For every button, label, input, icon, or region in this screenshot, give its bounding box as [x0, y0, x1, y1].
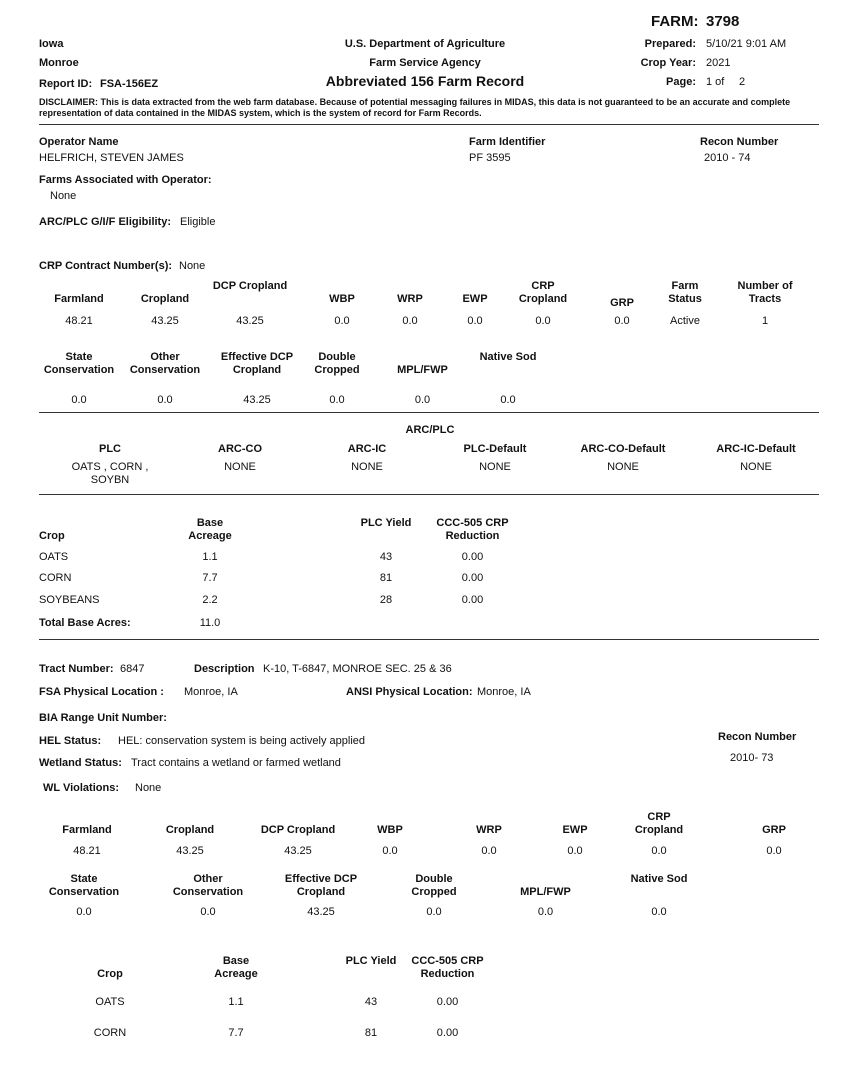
- cell-value: 0.0: [402, 315, 418, 327]
- cell-value: 48.21: [73, 845, 101, 857]
- tract-number: 6847: [120, 663, 145, 675]
- cell-value: NONE: [479, 461, 511, 473]
- base-acreage: 7.7: [228, 1027, 244, 1039]
- divider: [39, 494, 819, 495]
- cell-value: 43.25: [284, 845, 312, 857]
- col-header: ARC-CO-Default: [580, 443, 666, 455]
- col-header: Farmland: [54, 293, 104, 305]
- col-header: GRP: [610, 297, 634, 309]
- crop-name: OATS: [39, 551, 69, 563]
- farm-number: 3798: [706, 13, 740, 30]
- col-header: Number of Tracts: [737, 280, 793, 305]
- crp-contract-label: CRP Contract Number(s):: [39, 260, 173, 272]
- farms-associated-value: None: [50, 190, 77, 202]
- total-base-acres-label: Total Base Acres:: [39, 617, 131, 629]
- col-header: Base Acreage: [214, 955, 258, 980]
- col-header: WRP: [397, 293, 423, 305]
- bia-range-label: BIA Range Unit Number:: [39, 712, 167, 724]
- plc-yield: 81: [379, 572, 393, 584]
- prepared-label: Prepared:: [644, 38, 696, 50]
- cell-value: 0.0: [329, 394, 345, 406]
- cell-value: Active: [670, 315, 700, 327]
- col-header: State Conservation: [48, 873, 120, 898]
- cell-value: 0.0: [500, 394, 516, 406]
- farms-associated-label: Farms Associated with Operator:: [39, 174, 212, 186]
- cell-value: 43.25: [307, 906, 335, 918]
- cell-value: 0.0: [157, 394, 173, 406]
- col-header: GRP: [762, 824, 786, 836]
- farm-label: FARM:: [651, 13, 699, 30]
- cell-value: 0.0: [71, 394, 87, 406]
- cell-value: NONE: [351, 461, 383, 473]
- page-label: Page:: [666, 76, 696, 88]
- cell-value: 0.0: [414, 394, 431, 406]
- col-header: PLC-Default: [463, 443, 527, 455]
- arcplc-eligibility-value: Eligible: [180, 216, 216, 228]
- col-header: DCP Cropland: [260, 824, 336, 836]
- crop-name: CORN: [93, 1027, 127, 1039]
- cell-value: 43.25: [151, 315, 179, 327]
- crp-reduction: 0.00: [461, 551, 484, 563]
- col-header: ARC-IC: [347, 443, 387, 455]
- fsa-location-label: FSA Physical Location :: [39, 686, 164, 698]
- col-header: CCC-505 CRP Reduction: [411, 955, 484, 980]
- hel-status: HEL: conservation system is being actively applied: [118, 735, 366, 747]
- prepared-date: 5/10/21 9:01 AM: [706, 38, 787, 50]
- col-header: CCC-505 CRP Reduction: [436, 517, 509, 542]
- cell-value: OATS , CORN , SOYBN: [71, 461, 149, 486]
- col-header: Other Conservation: [129, 351, 201, 376]
- base-acreage: 1.1: [228, 996, 244, 1008]
- operator-name-label: Operator Name: [39, 136, 119, 148]
- cell-value: NONE: [607, 461, 639, 473]
- crop-year-label: Crop Year:: [640, 57, 696, 69]
- cell-value: 0.0: [481, 845, 497, 857]
- operator-name: HELFRICH, STEVEN JAMES: [39, 152, 184, 164]
- crp-reduction: 0.00: [436, 1027, 459, 1039]
- col-header: Farmland: [62, 824, 112, 836]
- tract-recon-label: Recon Number: [718, 731, 797, 743]
- col-header: Effective DCP Cropland: [284, 873, 358, 898]
- cell-value: 0.0: [766, 845, 782, 857]
- cell-value: 43.25: [176, 845, 204, 857]
- crp-contract-value: None: [179, 260, 206, 272]
- crp-reduction: 0.00: [461, 572, 484, 584]
- cell-value: 0.0: [426, 906, 442, 918]
- col-header: MPL/FWP: [520, 886, 571, 898]
- cell-value: 0.0: [567, 845, 583, 857]
- plc-yield: 43: [379, 551, 393, 563]
- county-name: Monroe: [39, 57, 79, 69]
- ansi-location-label: ANSI Physical Location:: [346, 686, 473, 698]
- crp-reduction: 0.00: [436, 996, 459, 1008]
- col-header: Double Cropped: [411, 873, 457, 898]
- crop-year: 2021: [706, 57, 731, 69]
- arcplc-eligibility-label: ARC/PLC G/I/F Eligibility:: [39, 216, 171, 228]
- report-title: Abbreviated 156 Farm Record: [325, 73, 525, 89]
- col-header: WBP: [329, 293, 355, 305]
- recon-number: 2010 - 74: [704, 152, 751, 164]
- col-header: State Conservation: [43, 351, 115, 376]
- col-header: ARC-CO: [218, 443, 262, 455]
- crop-name: CORN: [39, 572, 72, 584]
- wl-violations-label: WL Violations:: [43, 782, 119, 794]
- col-header: EWP: [462, 293, 488, 305]
- ansi-location: Monroe, IA: [477, 686, 531, 698]
- base-acreage: 1.1: [202, 551, 218, 563]
- farm-identifier-label: Farm Identifier: [469, 136, 546, 148]
- col-header: WRP: [476, 824, 502, 836]
- recon-number-label: Recon Number: [700, 136, 779, 148]
- col-header: Cropland: [165, 824, 215, 836]
- col-header: Base Acreage: [188, 517, 232, 542]
- hel-status-label: HEL Status:: [39, 735, 102, 747]
- tract-description: K-10, T-6847, MONROE SEC. 25 & 36: [263, 663, 452, 675]
- col-header: DCP Cropland: [212, 280, 288, 292]
- cell-value: 0.0: [651, 845, 667, 857]
- base-acreage: 2.2: [202, 594, 218, 606]
- cell-value: 0.0: [467, 315, 483, 327]
- wetland-status-label: Wetland Status:: [39, 757, 122, 769]
- col-header: Double Cropped: [314, 351, 360, 376]
- farm-identifier: PF 3595: [469, 152, 511, 164]
- cell-value: 0.0: [614, 315, 630, 327]
- col-header: Crop: [39, 530, 65, 542]
- agency-usda: U.S. Department of Agriculture: [344, 38, 506, 50]
- divider: [39, 124, 819, 125]
- col-header: PLC Yield: [345, 955, 397, 967]
- cell-value: 0.0: [334, 315, 350, 327]
- cell-value: 0.0: [200, 906, 216, 918]
- col-header: Other Conservation: [172, 873, 244, 898]
- crp-reduction: 0.00: [461, 594, 484, 606]
- cell-value: 43.25: [243, 394, 271, 406]
- cell-value: 48.21: [65, 315, 93, 327]
- col-header: Native Sod: [479, 351, 537, 363]
- cell-value: 0.0: [651, 906, 667, 918]
- plc-yield: 81: [364, 1027, 378, 1039]
- total-base-acres: 11.0: [199, 617, 221, 629]
- cell-value: 0.0: [382, 845, 398, 857]
- cell-value: NONE: [224, 461, 256, 473]
- tract-description-label: Description: [194, 663, 255, 675]
- col-header: Crop: [97, 968, 123, 980]
- plc-yield: 43: [364, 996, 378, 1008]
- divider: [39, 639, 819, 640]
- col-header: Cropland: [140, 293, 190, 305]
- report-id: FSA-156EZ: [100, 78, 159, 90]
- col-header: ARC-IC-Default: [716, 443, 796, 455]
- col-header: Effective DCP Cropland: [220, 351, 294, 376]
- col-header: PLC Yield: [360, 517, 412, 529]
- col-header: PLC: [99, 443, 121, 455]
- fsa-location: Monroe, IA: [184, 686, 238, 698]
- page-total: 2: [739, 76, 746, 88]
- cell-value: NONE: [740, 461, 772, 473]
- col-header: Farm Status: [668, 280, 702, 305]
- plc-yield: 28: [379, 594, 393, 606]
- cell-value: 1: [761, 315, 769, 327]
- agency-fsa: Farm Service Agency: [369, 57, 481, 69]
- crop-name: SOYBEANS: [39, 594, 100, 606]
- arcplc-title: ARC/PLC: [405, 424, 455, 436]
- tract-number-label: Tract Number:: [39, 663, 114, 675]
- col-header: EWP: [562, 824, 588, 836]
- state-name: Iowa: [39, 38, 64, 50]
- col-header: CRP Cropland: [634, 811, 684, 836]
- cell-value: 0.0: [537, 906, 554, 918]
- disclaimer: DISCLAIMER: This is data extracted from the web farm database. Because of potential messaging failures in MIDAS, this data is not guaranteed to be an accurate and complete representation of data contained in the MIDAS system, which is the system of record for Farm Records.: [39, 97, 791, 118]
- col-header: MPL/FWP: [397, 364, 448, 376]
- col-header: CRP Cropland: [518, 280, 568, 305]
- col-header: Native Sod: [630, 873, 688, 885]
- divider: [39, 412, 819, 413]
- tract-recon-number: 2010- 73: [730, 752, 774, 764]
- cell-value: 43.25: [236, 315, 264, 327]
- cell-value: 0.0: [535, 315, 551, 327]
- report-id-label: Report ID:: [39, 78, 93, 90]
- crop-name: OATS: [95, 996, 125, 1008]
- page-of: 1 of: [706, 76, 725, 88]
- col-header: WBP: [377, 824, 403, 836]
- base-acreage: 7.7: [202, 572, 218, 584]
- wl-violations: None: [135, 782, 162, 794]
- wetland-status: Tract contains a wetland or farmed wetland: [131, 757, 341, 769]
- cell-value: 0.0: [76, 906, 92, 918]
